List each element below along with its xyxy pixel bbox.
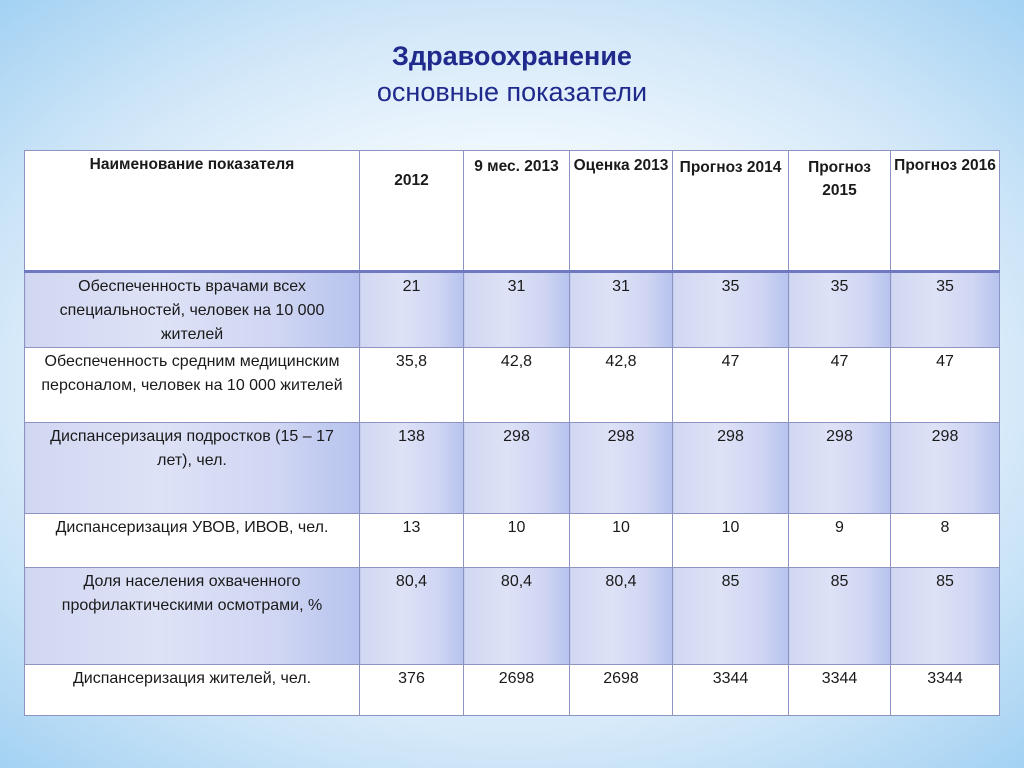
cell-forecast-2016: 8 xyxy=(891,514,1000,568)
table-row xyxy=(25,514,1000,568)
table-row xyxy=(25,568,1000,665)
table-row xyxy=(25,348,1000,423)
table-row xyxy=(25,665,1000,716)
page-subtitle: основные показатели xyxy=(376,77,648,107)
cell-forecast-2014: 3344 xyxy=(673,665,789,716)
row-name: Диспансеризация подростков (15 – 17 лет), чел. xyxy=(25,423,360,514)
cell-forecast-2015: 3344 xyxy=(789,665,891,716)
column-header-estimate-2013: Оценка 2013 xyxy=(570,151,673,272)
indicators-table xyxy=(24,150,1000,716)
column-header-forecast-2016: Прогноз 2016 xyxy=(891,151,1000,272)
cell-estimate-2013: 298 xyxy=(570,423,673,514)
cell-estimate-2013: 31 xyxy=(570,272,673,348)
cell-9m-2013: 80,4 xyxy=(464,568,570,665)
table-row xyxy=(25,423,1000,514)
cell-9m-2013: 42,8 xyxy=(464,348,570,423)
cell-2012: 138 xyxy=(360,423,464,514)
cell-forecast-2016: 35 xyxy=(891,272,1000,348)
table-row xyxy=(25,272,1000,348)
cell-9m-2013: 298 xyxy=(464,423,570,514)
row-name: Доля населения охваченного профилактическими осмотрами, % xyxy=(25,568,360,665)
cell-forecast-2016: 3344 xyxy=(891,665,1000,716)
cell-forecast-2014: 47 xyxy=(673,348,789,423)
row-name: Обеспеченность врачами всех специальностей, человек на 10 000 жителей xyxy=(25,272,360,348)
cell-estimate-2013: 42,8 xyxy=(570,348,673,423)
cell-forecast-2015: 85 xyxy=(789,568,891,665)
cell-forecast-2015: 47 xyxy=(789,348,891,423)
cell-forecast-2015: 9 xyxy=(789,514,891,568)
column-header-name: Наименование показателя xyxy=(25,151,360,272)
row-name: Диспансеризация УВОВ, ИВОВ, чел. xyxy=(25,514,360,568)
cell-9m-2013: 2698 xyxy=(464,665,570,716)
cell-2012: 35,8 xyxy=(360,348,464,423)
cell-9m-2013: 31 xyxy=(464,272,570,348)
cell-9m-2013: 10 xyxy=(464,514,570,568)
page-title: Здравоохранение xyxy=(392,41,632,71)
cell-forecast-2014: 85 xyxy=(673,568,789,665)
cell-2012: 80,4 xyxy=(360,568,464,665)
row-name: Обеспеченность средним медицинским персоналом, человек на 10 000 жителей xyxy=(25,348,360,423)
column-header-2012: 2012 xyxy=(360,151,464,272)
cell-forecast-2016: 47 xyxy=(891,348,1000,423)
cell-forecast-2015: 298 xyxy=(789,423,891,514)
cell-2012: 21 xyxy=(360,272,464,348)
cell-forecast-2015: 35 xyxy=(789,272,891,348)
column-header-forecast-2014: Прогноз 2014 xyxy=(673,151,789,272)
row-name: Диспансеризация жителей, чел. xyxy=(25,665,360,716)
column-header-forecast-2015: Прогноз 2015 xyxy=(789,151,891,272)
cell-estimate-2013: 10 xyxy=(570,514,673,568)
cell-forecast-2014: 35 xyxy=(673,272,789,348)
cell-estimate-2013: 80,4 xyxy=(570,568,673,665)
cell-forecast-2016: 85 xyxy=(891,568,1000,665)
cell-2012: 13 xyxy=(360,514,464,568)
cell-2012: 376 xyxy=(360,665,464,716)
title-block xyxy=(0,38,1024,110)
cell-forecast-2016: 298 xyxy=(891,423,1000,514)
table-header-row xyxy=(25,151,1000,272)
cell-forecast-2014: 10 xyxy=(673,514,789,568)
cell-estimate-2013: 2698 xyxy=(570,665,673,716)
cell-forecast-2014: 298 xyxy=(673,423,789,514)
column-header-9m-2013: 9 мес. 2013 xyxy=(464,151,570,272)
